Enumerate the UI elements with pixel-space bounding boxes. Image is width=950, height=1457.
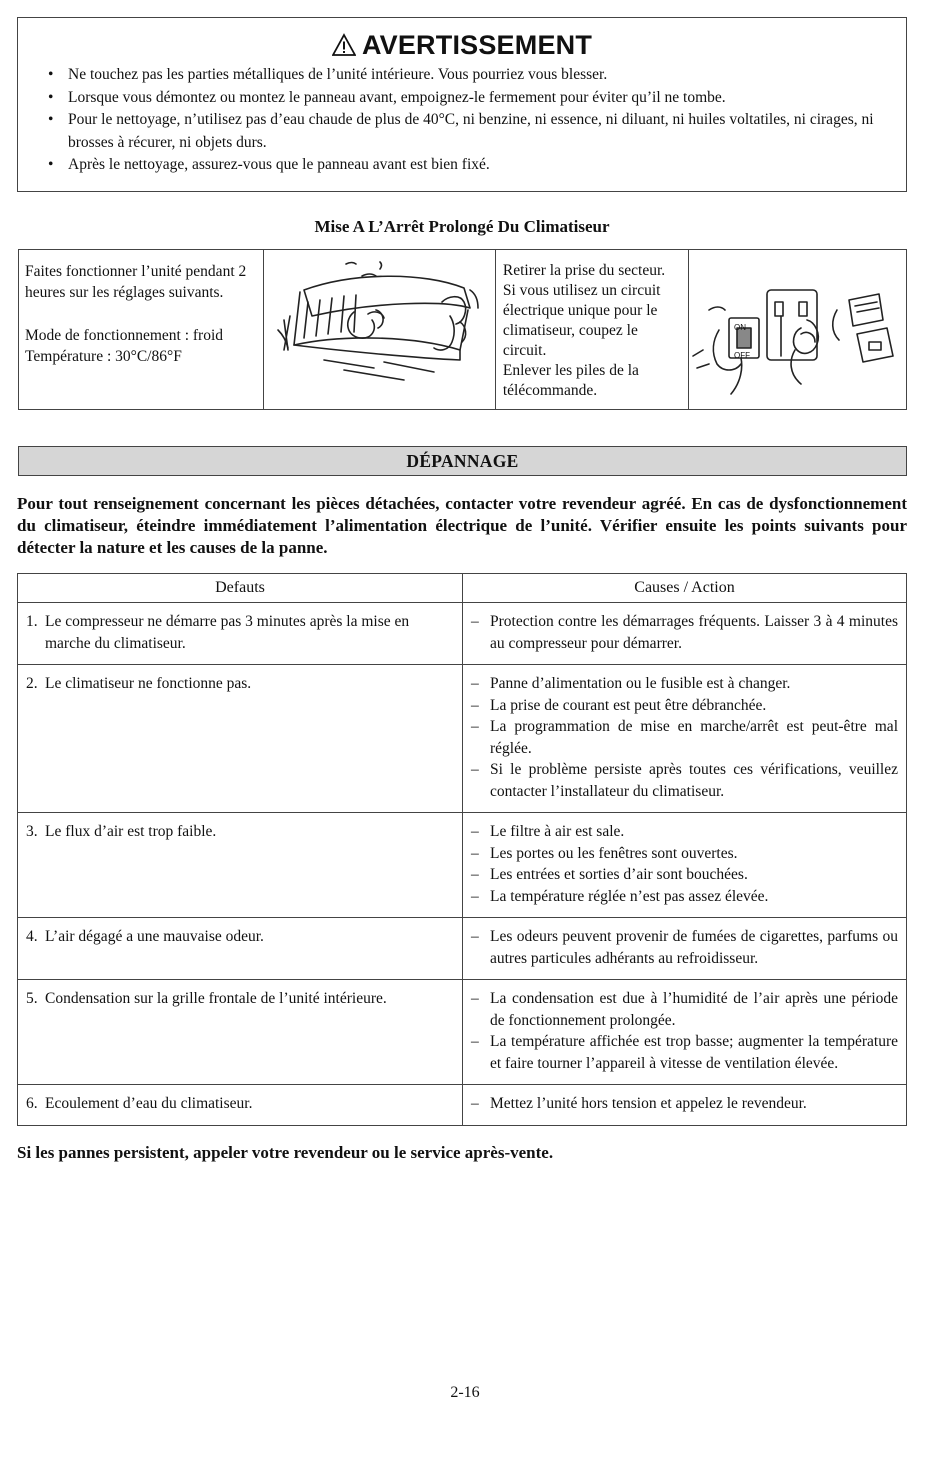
defect-text: Condensation sur la grille frontale de l’unité intérieure. (45, 990, 387, 1007)
row-number: 1. (26, 613, 38, 630)
dash: – (471, 718, 479, 735)
cause-text: Les portes ou les fenêtres sont ouvertes. (490, 844, 738, 862)
bullet: • (48, 66, 54, 83)
troubleshooting-intro: Pour tout renseignement concernant les pièces détachées, contacter votre revendeur agréé. En cas de dysfonctionnement du climatiseur, éteindre immédiatement l’alimentation électrique de l’unité. Vérifier ensuite les points suivants pour détecter la nature et les causes de la panne. (17, 494, 907, 557)
warning-list (48, 64, 878, 177)
row-number: 4. (26, 928, 38, 945)
warning-title: AVERTISSEMENT (361, 30, 593, 60)
table-header-row (18, 574, 907, 603)
warning-triangle-icon (332, 33, 356, 57)
bullet: • (48, 156, 54, 173)
causes-cell (463, 980, 907, 1085)
defect-text: Le flux d’air est trop faible. (45, 823, 217, 840)
row-number: 2. (26, 675, 38, 692)
causes-cell (463, 918, 907, 980)
row-number: 3. (26, 823, 38, 840)
dash: – (471, 1095, 479, 1112)
warning-item: • Ne touchez pas les parties métalliques de l’unité intérieure. Vous pourriez vous blesser. (48, 64, 878, 87)
warning-item: • Pour le nettoyage, n’utilisez pas d’eau chaude de plus de 40°C, ni benzine, ni essence, ni diluant, ni huiles voltatiles, ni cirages, ni brosses à récurer, ni objets durs. (48, 111, 874, 151)
defect-cell (18, 813, 463, 918)
shutdown-run-text: Faites fonctionner l’unité pendant 2 heures sur les réglages suivants. (25, 263, 247, 301)
defect-cell (18, 1085, 463, 1126)
defect-text: Le compresseur ne démarre pas 3 minutes après la mise en marche du climatiseur. (45, 613, 410, 652)
cause-text: La programmation de mise en marche/arrêt est peut-être mal réglée. (490, 718, 898, 757)
table-row (18, 665, 907, 813)
defect-cell (18, 980, 463, 1085)
cause-text: Les odeurs peuvent provenir de fumées de cigarettes, parfums ou autres particules adhérants au refroidisseur. (490, 928, 898, 967)
row-number: 6. (26, 1095, 38, 1112)
cause-text: La condensation est due à l’humidité de l’air après une période de fonctionnement prolongée. (490, 990, 898, 1029)
causes-cell (463, 1085, 907, 1126)
defect-cell (18, 665, 463, 813)
remove-batteries-text: Enlever les piles de la télécommande. (502, 362, 639, 399)
dash: – (471, 990, 479, 1007)
cause-text: La température affichée est trop basse; augmenter la température et faire tourner l’appareil à vitesse de ventilation élevée. (490, 1033, 898, 1072)
dash: – (471, 928, 479, 945)
cause-text: Mettez l’unité hors tension et appelez le revendeur. (490, 1095, 807, 1112)
table-row (18, 813, 907, 918)
shutdown-instructions (19, 250, 264, 409)
dash: – (471, 887, 479, 905)
shutdown-power-instructions (496, 250, 689, 409)
table-row (18, 980, 907, 1085)
dash: – (471, 823, 479, 840)
aircon-illustration (264, 250, 496, 409)
table-row (18, 918, 907, 980)
defect-cell (18, 918, 463, 980)
cause-text: Protection contre les démarrages fréquents. Laisser 3 à 4 minutes au compresseur pour démarrer. (490, 613, 898, 652)
row-number: 5. (26, 990, 38, 1007)
dash: – (471, 761, 479, 778)
causes-cell (463, 665, 907, 813)
cause-text: La température réglée n’est pas assez élevée. (490, 887, 769, 905)
cause-text: Si le problème persiste après toutes ces vérifications, veuillez contacter l’installateur du climatiseur. (490, 761, 898, 800)
dash: – (471, 696, 479, 714)
table-row (18, 603, 907, 665)
shutdown-title: Mise A L’Arrêt Prolongé Du Climatiseur (314, 217, 610, 236)
troubleshooting-table (17, 573, 907, 1126)
bullet: • (48, 88, 54, 106)
warning-box (17, 17, 907, 192)
power-switch-icon (689, 250, 906, 409)
warning-item: • Après le nettoyage, assurez-vous que le panneau avant est bien fixé. (48, 154, 878, 177)
causes-cell (463, 813, 907, 918)
aircon-unit-icon (264, 250, 496, 409)
switch-on-label: ON (734, 323, 746, 332)
dash: – (471, 1033, 479, 1050)
column-header-causes: Causes / Action (463, 574, 907, 603)
page-number: 2-16 (450, 1384, 480, 1401)
defect-text: L’air dégagé a une mauvaise odeur. (45, 928, 264, 945)
cause-text: Le filtre à air est sale. (490, 823, 625, 840)
unplug-text: Retirer la prise du secteur. Si vous utilisez un circuit électrique unique pour le climatiseur, coupez le circuit. (502, 262, 666, 359)
bullet: • (48, 111, 54, 128)
cause-text: La prise de courant est peut être débranchée. (490, 696, 767, 714)
shutdown-mode-text: Mode de fonctionnement : froid (25, 327, 224, 344)
defect-text: Le climatiseur ne fonctionne pas. (45, 675, 252, 692)
shutdown-temperature-text: Température : 30°C/86°F (25, 348, 182, 365)
table-row (18, 1085, 907, 1126)
dash: – (471, 675, 479, 692)
troubleshooting-header: DÉPANNAGE (18, 446, 907, 476)
cause-text: Les entrées et sorties d’air sont bouchées. (490, 866, 748, 883)
warning-item: • Lorsque vous démontez ou montez le panneau avant, empoignez-le fermement pour éviter qu’il ne tombe. (48, 87, 878, 110)
dash: – (471, 844, 479, 862)
dash: – (471, 866, 479, 883)
defect-cell (18, 603, 463, 665)
column-header-defaults: Defauts (18, 574, 463, 603)
switch-illustration (689, 250, 906, 409)
causes-cell (463, 603, 907, 665)
switch-off-label: OFF (734, 351, 750, 360)
defect-text: Ecoulement d’eau du climatiseur. (45, 1095, 253, 1112)
cause-text: Panne d’alimentation ou le fusible est à changer. (490, 675, 791, 692)
shutdown-table (18, 249, 907, 410)
warning-heading (18, 30, 906, 61)
troubleshooting-footer: Si les pannes persistent, appeler votre revendeur ou le service après-vente. (17, 1143, 554, 1162)
dash: – (471, 613, 479, 630)
